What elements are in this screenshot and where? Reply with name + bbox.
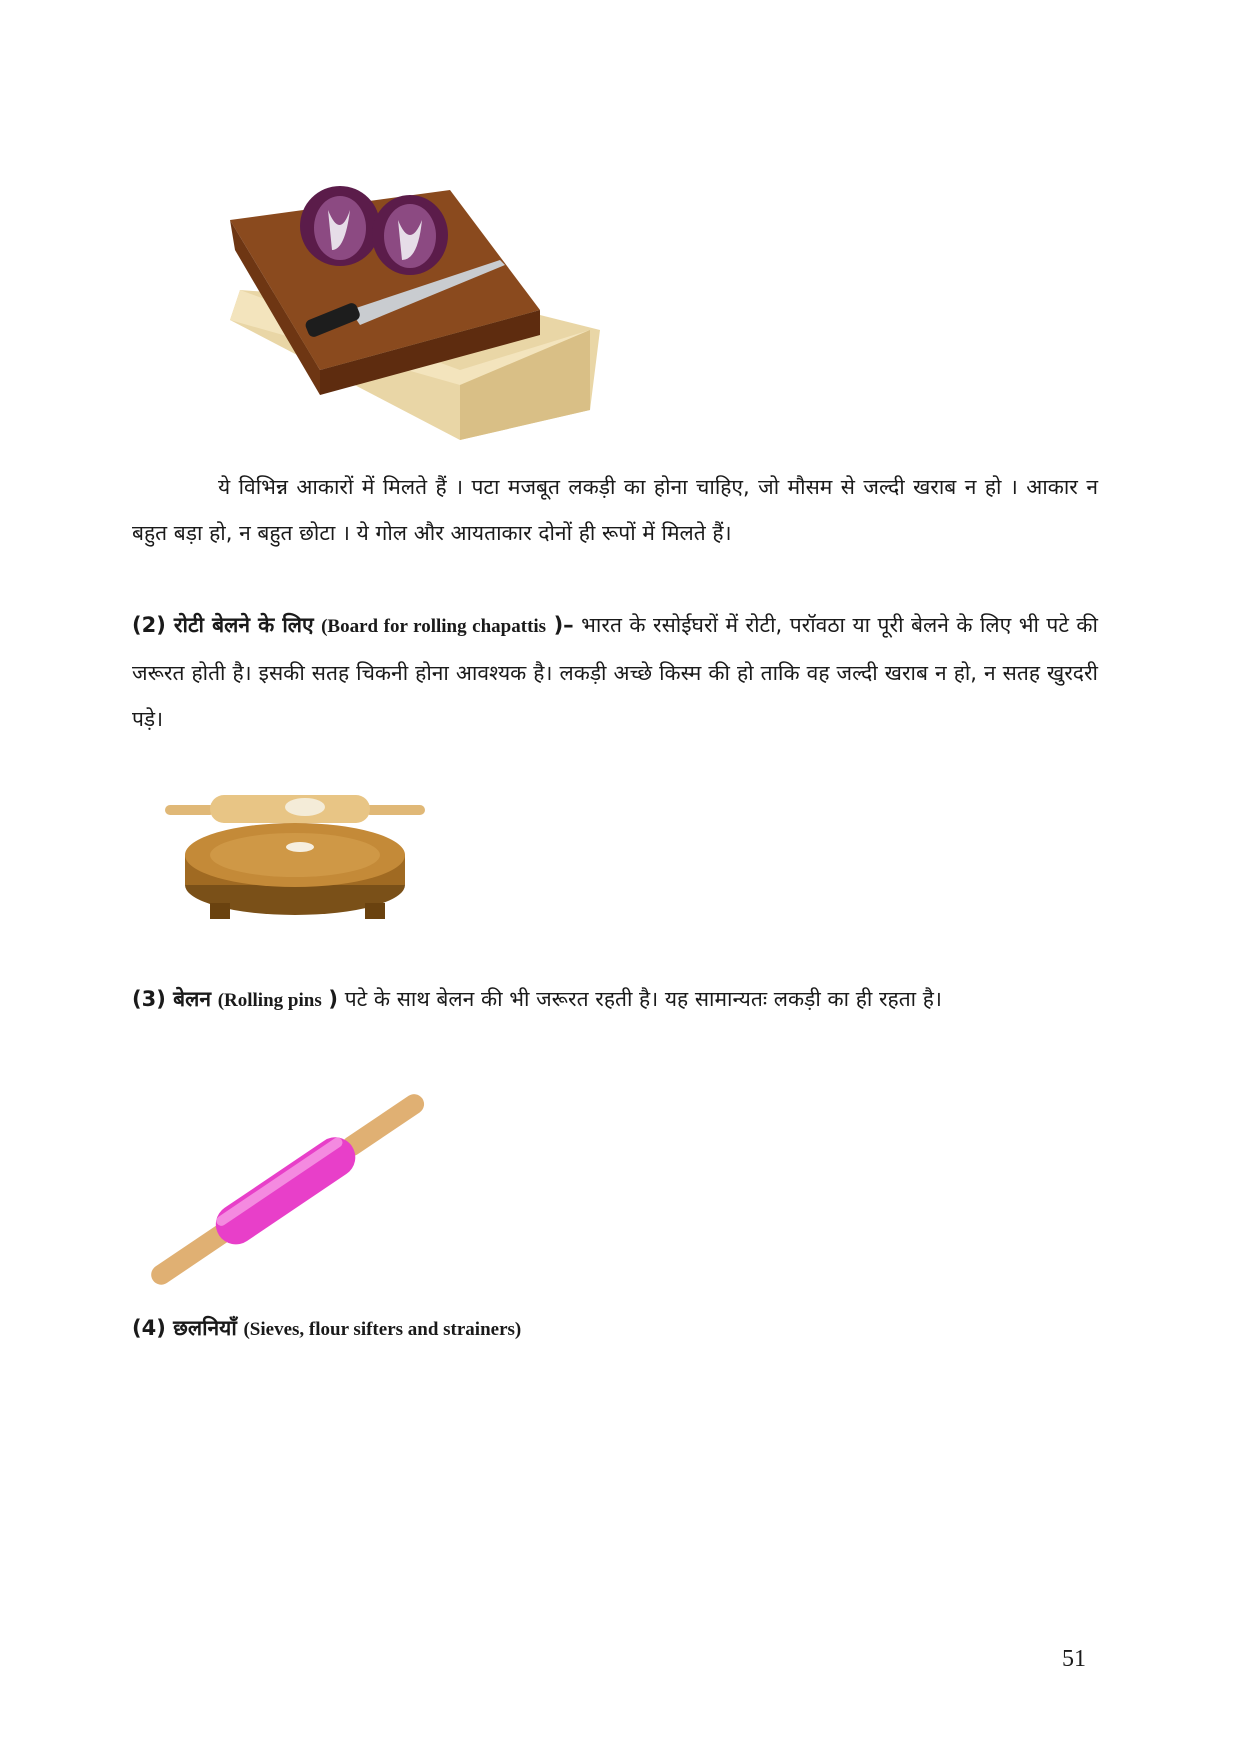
rolling-board-image — [165, 785, 435, 935]
section-2-heading-english: (Board for rolling chapattis — [321, 616, 547, 637]
section-3-heading-english: (Rolling pins — [217, 990, 322, 1011]
cutting-board-image — [210, 170, 610, 460]
paragraph-board-sizes: ये विभिन्न आकारों में मिलते हैं । पटा मजबूत लकड़ी का होना चाहिए, जो मौसम से जल्दी खराब न हो । आकार न बहुत बड़ा हो, न बहुत छोटा । ये गोल और आयताकार दोनों ही रूपों में मिलते हैं। — [132, 475, 1098, 545]
section-4-heading: (4) छलनियॉं — [132, 1316, 237, 1340]
section-2-heading: (2) रोटी बेलने के लिए — [132, 613, 314, 637]
page-number: 51 — [1062, 1646, 1086, 1672]
section-4-heading-english: (Sieves, flour sifters and strainers) — [243, 1319, 522, 1340]
section-2-body: भारत के रसोईघरों में रोटी, परॉवठा या पूरी बेलने के लिए भी पटे की जरूरत होती है। इसकी सतह चिकनी होना आवश्यक है। लकड़ी अच्छे किस्म की हो ताकि वह जल्दी खराब न हो, न सतह खुरदरी पड़े। — [132, 613, 1098, 731]
section-3-body: पटे के साथ बेलन की भी जरूरत रहती है। यह सामान्यतः लकड़ी का ही रहता है। — [344, 987, 942, 1011]
section-3-heading-close: ) — [328, 987, 339, 1011]
section-3-heading: (3) बेलन — [132, 987, 212, 1011]
rolling-pin-image — [130, 1075, 440, 1305]
section-sieves — [132, 1305, 1098, 1353]
section-rolling-pins — [132, 976, 1098, 1024]
section-2-heading-close: )– — [553, 613, 574, 637]
section-rolling-board — [132, 602, 1098, 742]
